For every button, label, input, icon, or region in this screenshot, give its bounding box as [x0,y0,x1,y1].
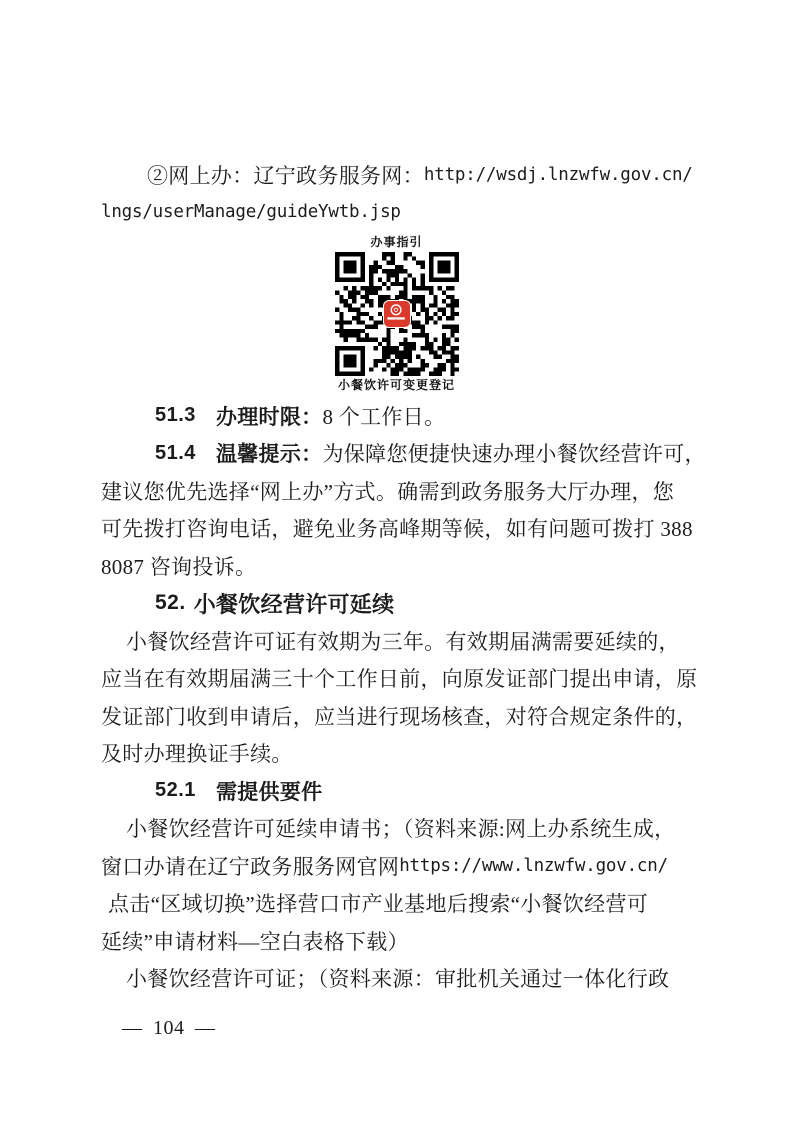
text-line [101,622,680,660]
text-line [101,510,693,548]
url-link-lnzwfw[interactable]: https://www.lnzwfw.gov.cn/ [399,855,668,876]
page-number: — 104 — [122,1017,216,1039]
text-line [101,960,676,998]
paragraph-text: 应当在有效期届满三十个工作日前，向原发证部门提出申请，原 [101,667,698,692]
section-51-4 [101,435,706,473]
text-line [101,660,698,698]
paragraph-text: 小餐饮经营许可延续申请书；（资料来源:网上办系统生成， [126,817,676,842]
paragraph-text: 发证部门收到申请后，应当进行现场核查，对符合规定条件的， [101,704,698,729]
paragraph-text: 及时办理换证手续。 [101,742,293,767]
section-label: 温馨提示： [215,442,323,467]
text-line [101,810,676,848]
text-line [101,847,676,885]
section-title: 小餐饮经营许可延续 [193,591,395,617]
text-line-web-office [101,156,693,194]
text-line [101,735,676,773]
url-link-wsdj[interactable]: http://wsdj.lnzwfw.gov.cn/ [423,164,693,185]
section-label: 办理时限： [215,404,323,429]
paragraph-text: 建议您优先选择“网上办”方式。确需到政务服务大厅办理，您 [101,479,675,504]
section-52-1 [101,772,676,810]
text-line [101,472,676,510]
paragraph-text: 延续”申请材料—空白表格下载） [101,929,409,954]
url-link-wsdj-path[interactable]: lngs/userManage/guideYwtb.jsp [101,202,401,223]
qr-bottom-label: 小餐饮许可变更登记 [337,378,455,392]
section-label: 需提供要件 [215,779,323,804]
web-office-prefix: ②网上办：辽宁政务服务网： [147,163,424,188]
text-line-web-office-2 [101,194,676,232]
paragraph-text: 窗口办请在辽宁政务服务网官网 [101,854,400,879]
qr-code [335,252,459,376]
paragraph-text: 可先拨打咨询电话，避免业务高峰期等候，如有问题可拨打 388 [101,517,693,542]
section-text: 8 个工作日。 [322,404,446,429]
text-line [101,697,698,735]
section-number: 52. [155,591,186,615]
section-number: 51.4 [155,441,196,464]
qr-section [109,231,684,397]
paragraph-text: 小餐饮经营许可证；（资料来源：审批机关通过一体化行政 [126,967,670,992]
section-52-heading [101,585,676,623]
paragraph-text: 点击“区域切换”选择营口市产业基地后搜索“小餐饮经营可 [108,892,649,917]
paragraph-text: 小餐饮经营许可证有效期为三年。有效期届满需要延续的， [126,629,680,654]
page-content [101,156,706,997]
paragraph-text: 8087 咨询投诉。 [101,554,257,579]
text-line [101,547,676,585]
section-text: 为保障您便捷快速办理小餐饮经营许可， [322,442,706,467]
section-number: 52.1 [155,779,196,802]
qr-center-logo-icon [383,300,411,328]
text-line [101,885,676,923]
qr-top-label: 办事指引 [370,235,423,249]
section-51-3 [101,397,676,435]
section-number: 51.3 [155,404,196,427]
text-line [101,922,676,960]
